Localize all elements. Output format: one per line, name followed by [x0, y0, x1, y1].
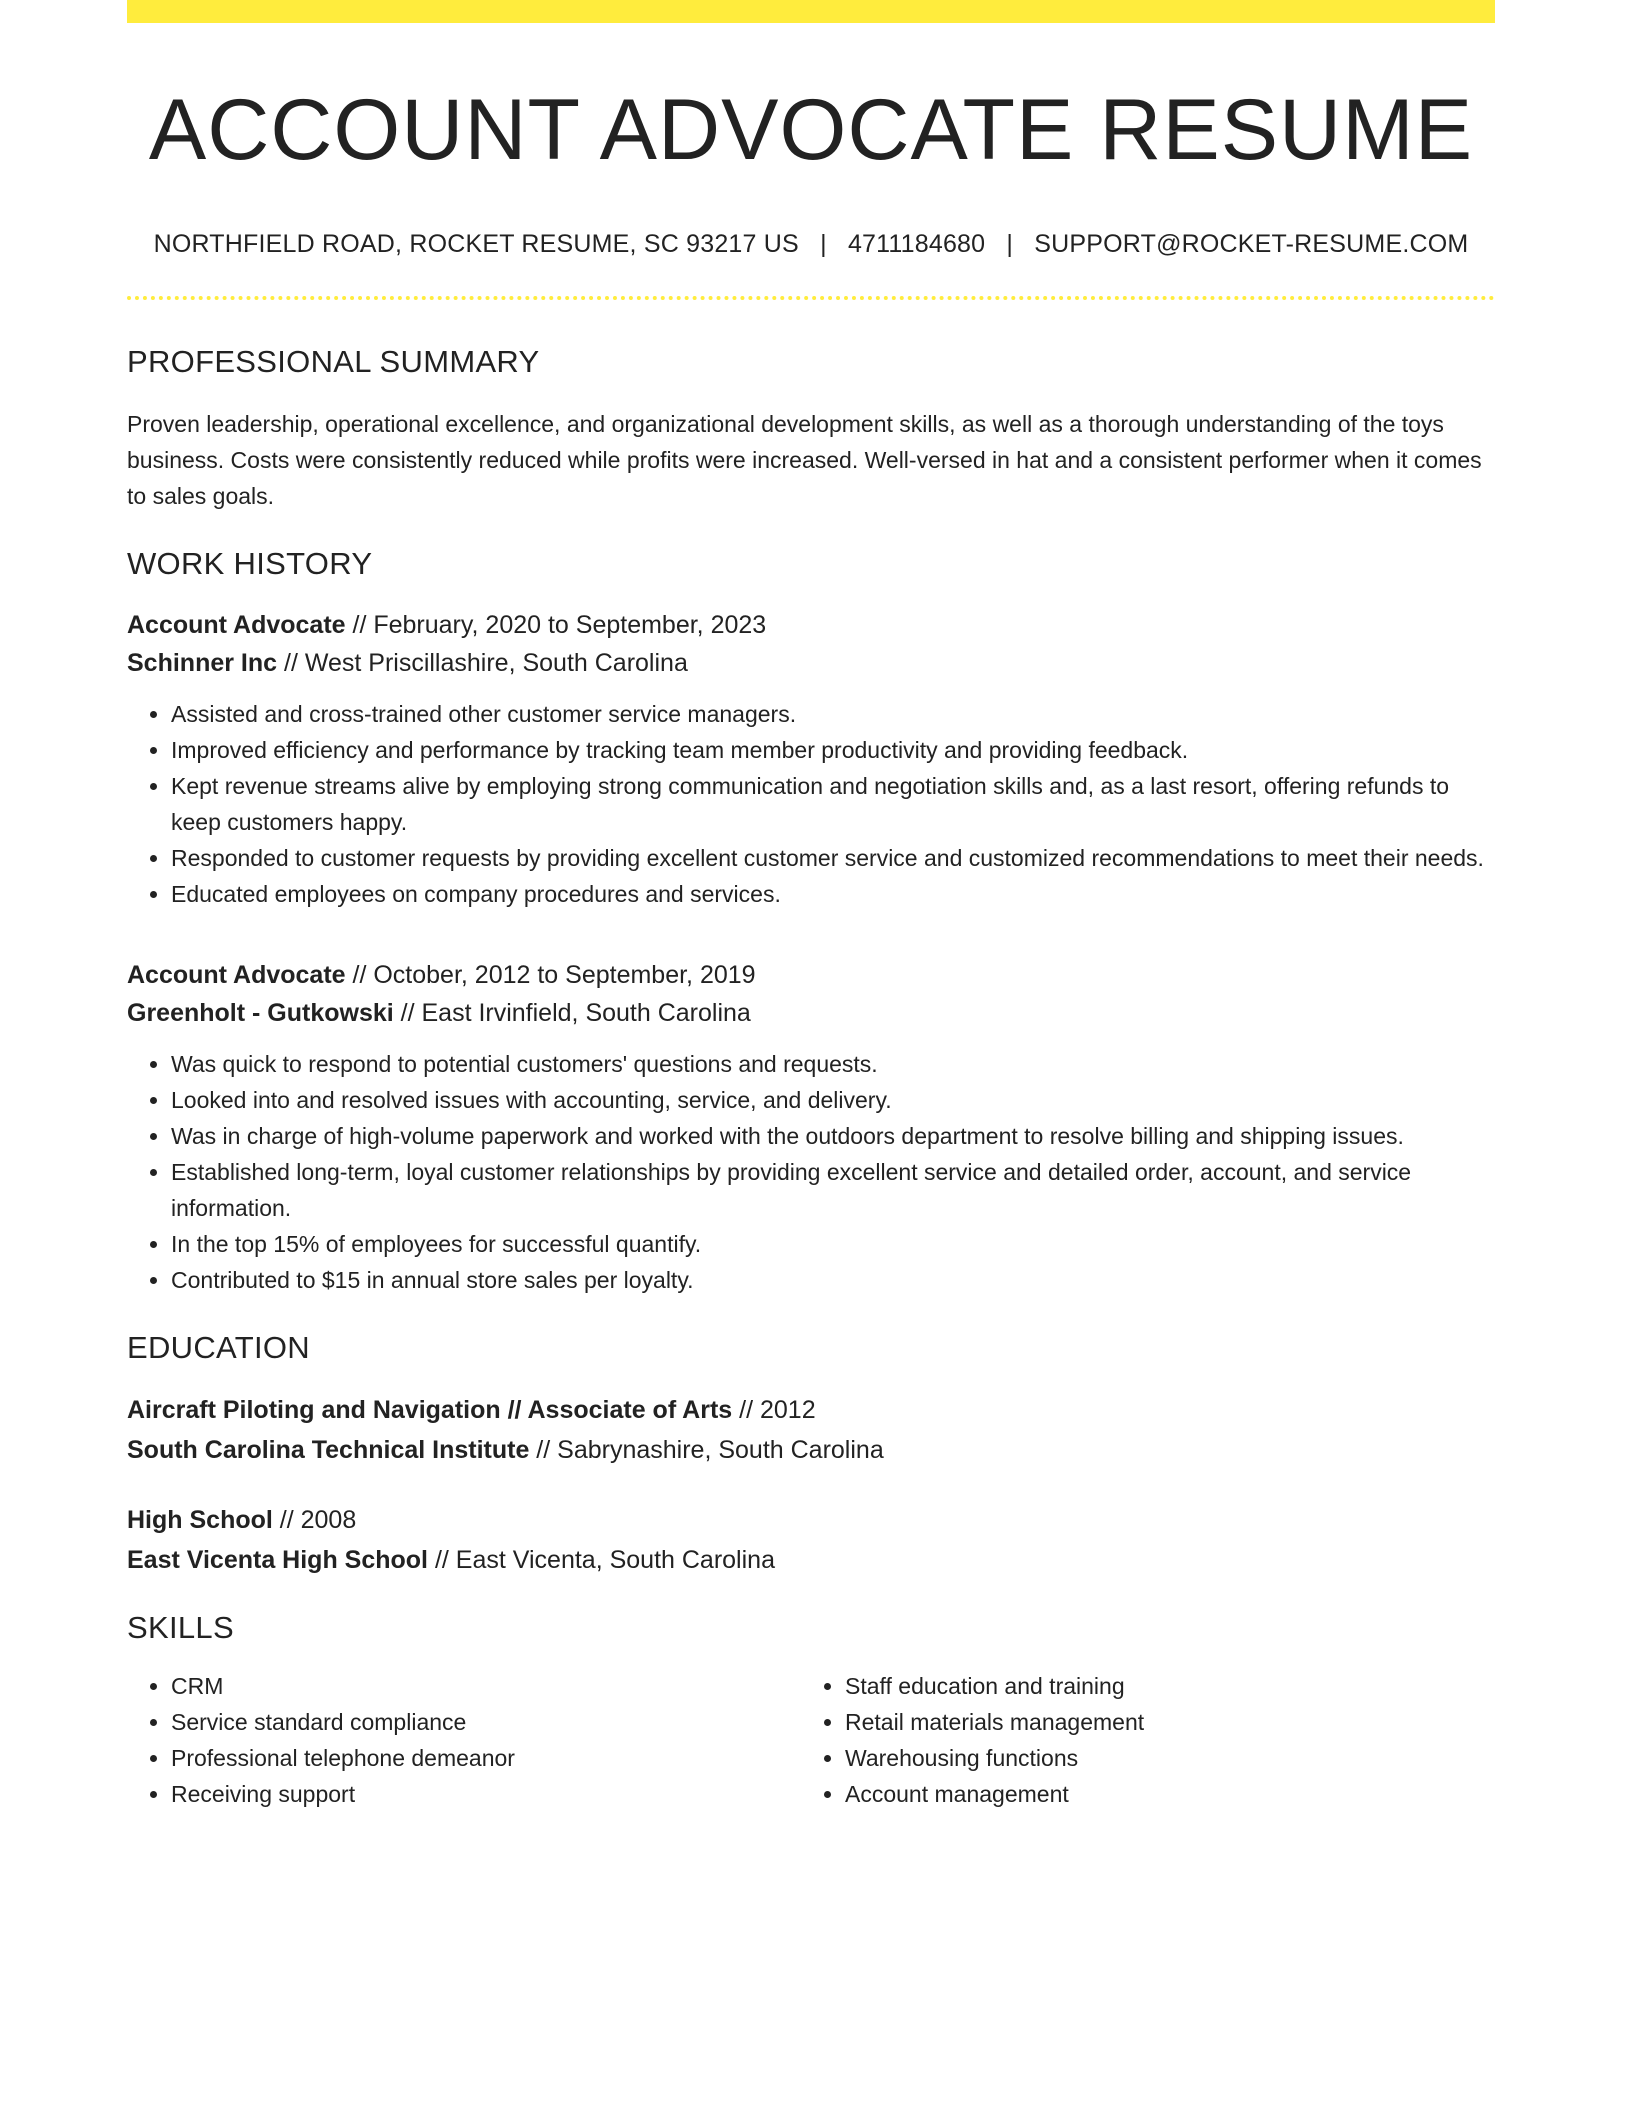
skill-item: • CRM [171, 1668, 801, 1704]
job-bullet: • Established long-term, loyal customer relationships by providing excellent service and detailed order, account, and service information. [171, 1154, 1495, 1226]
education-year: // 2008 [272, 1505, 357, 1534]
job-dates: // October, 2012 to September, 2019 [345, 960, 756, 989]
skills-grid [127, 1668, 1495, 1812]
contact-separator: | [820, 229, 827, 258]
job-bullet-list [127, 696, 1495, 912]
job-company-line [127, 644, 1495, 682]
job-company: Greenholt - Gutkowski [127, 998, 394, 1027]
education-entry [127, 1500, 1495, 1580]
accent-top-bar [127, 0, 1495, 23]
dotted-divider [127, 296, 1495, 300]
contact-phone: 4711184680 [847, 229, 986, 258]
education-school-line [127, 1540, 1495, 1580]
job-bullet: • Assisted and cross-trained other customer service managers. [171, 696, 1495, 732]
skill-item: • Receiving support [171, 1776, 801, 1812]
education-degree: Aircraft Piloting and Navigation // Associate of Arts [127, 1395, 733, 1424]
skill-item: • Staff education and training [845, 1668, 1475, 1704]
job-title-line [127, 956, 1495, 994]
contact-address: NORTHFIELD ROAD, ROCKET RESUME, SC 93217 US [153, 229, 799, 258]
job-bullet: • Responded to customer requests by providing excellent customer service and customized recommendations to meet their needs. [171, 840, 1495, 876]
contact-line [127, 230, 1495, 259]
job-title: Account Advocate [127, 960, 346, 989]
job-bullet: • Kept revenue streams alive by employing strong communication and negotiation skills and, as a last resort, offering refunds to keep customers happy. [171, 768, 1495, 840]
job-bullet-list [127, 1046, 1495, 1298]
education-degree: High School [127, 1505, 273, 1534]
job-bullet: • In the top 15% of employees for successful quantify. [171, 1226, 1495, 1262]
job-bullet: • Improved efficiency and performance by tracking team member productivity and providing feedback. [171, 732, 1495, 768]
job-location: // West Priscillashire, South Carolina [277, 648, 688, 677]
job-dates: // February, 2020 to September, 2023 [345, 610, 767, 639]
skill-item: • Service standard compliance [171, 1704, 801, 1740]
skill-item: • Account management [845, 1776, 1475, 1812]
job-title: Account Advocate [127, 610, 346, 639]
job-location: // East Irvinfield, South Carolina [393, 998, 751, 1027]
job-bullet: • Educated employees on company procedures and services. [171, 876, 1495, 912]
job-title-line [127, 606, 1495, 644]
skill-item: • Retail materials management [845, 1704, 1475, 1740]
job-entry [127, 606, 1495, 912]
education-school-line [127, 1430, 1495, 1470]
summary-paragraph: Proven leadership, operational excellence, and organizational development skills, as well as a thorough understanding of the toys business. Costs were consistently reduced while profits were increased. Well-versed in hat and a consistent performer when it comes to sales goals. [127, 410, 1482, 509]
section-title-summary: PROFESSIONAL SUMMARY [127, 343, 540, 379]
job-bullet: • Looked into and resolved issues with accounting, service, and delivery. [171, 1082, 1495, 1118]
resume-page [127, 0, 1495, 1812]
education-year: // 2012 [732, 1395, 816, 1424]
skills-list-right [801, 1668, 1475, 1812]
education-location: // Sabrynashire, South Carolina [529, 1435, 884, 1464]
education-degree-line [127, 1500, 1495, 1540]
job-bullet: • Contributed to $15 in annual store sales per loyalty. [171, 1262, 1495, 1298]
job-bullet: • Was quick to respond to potential customers' questions and requests. [171, 1046, 1495, 1082]
job-company: Schinner Inc [127, 648, 278, 677]
contact-separator: | [1006, 229, 1014, 258]
education-location: // East Vicenta, South Carolina [428, 1545, 775, 1574]
section-title-work-history: WORK HISTORY [127, 545, 373, 581]
education-school: East Vicenta High School [127, 1545, 429, 1574]
education-degree-line [127, 1390, 1495, 1430]
job-bullet: • Was in charge of high-volume paperwork and worked with the outdoors department to resolve billing and shipping issues. [171, 1118, 1495, 1154]
skill-item: • Professional telephone demeanor [171, 1740, 801, 1776]
section-title-education: EDUCATION [127, 1329, 310, 1365]
education-school: South Carolina Technical Institute [127, 1435, 530, 1464]
skill-item: • Warehousing functions [845, 1740, 1475, 1776]
education-entry [127, 1390, 1495, 1470]
skills-list-left [127, 1668, 801, 1812]
contact-email: SUPPORT@ROCKET-RESUME.COM [1034, 229, 1469, 258]
job-company-line [127, 994, 1495, 1032]
resume-title: ACCOUNT ADVOCATE RESUME [148, 82, 1474, 178]
job-entry [127, 956, 1495, 1298]
section-title-skills: SKILLS [127, 1609, 234, 1645]
